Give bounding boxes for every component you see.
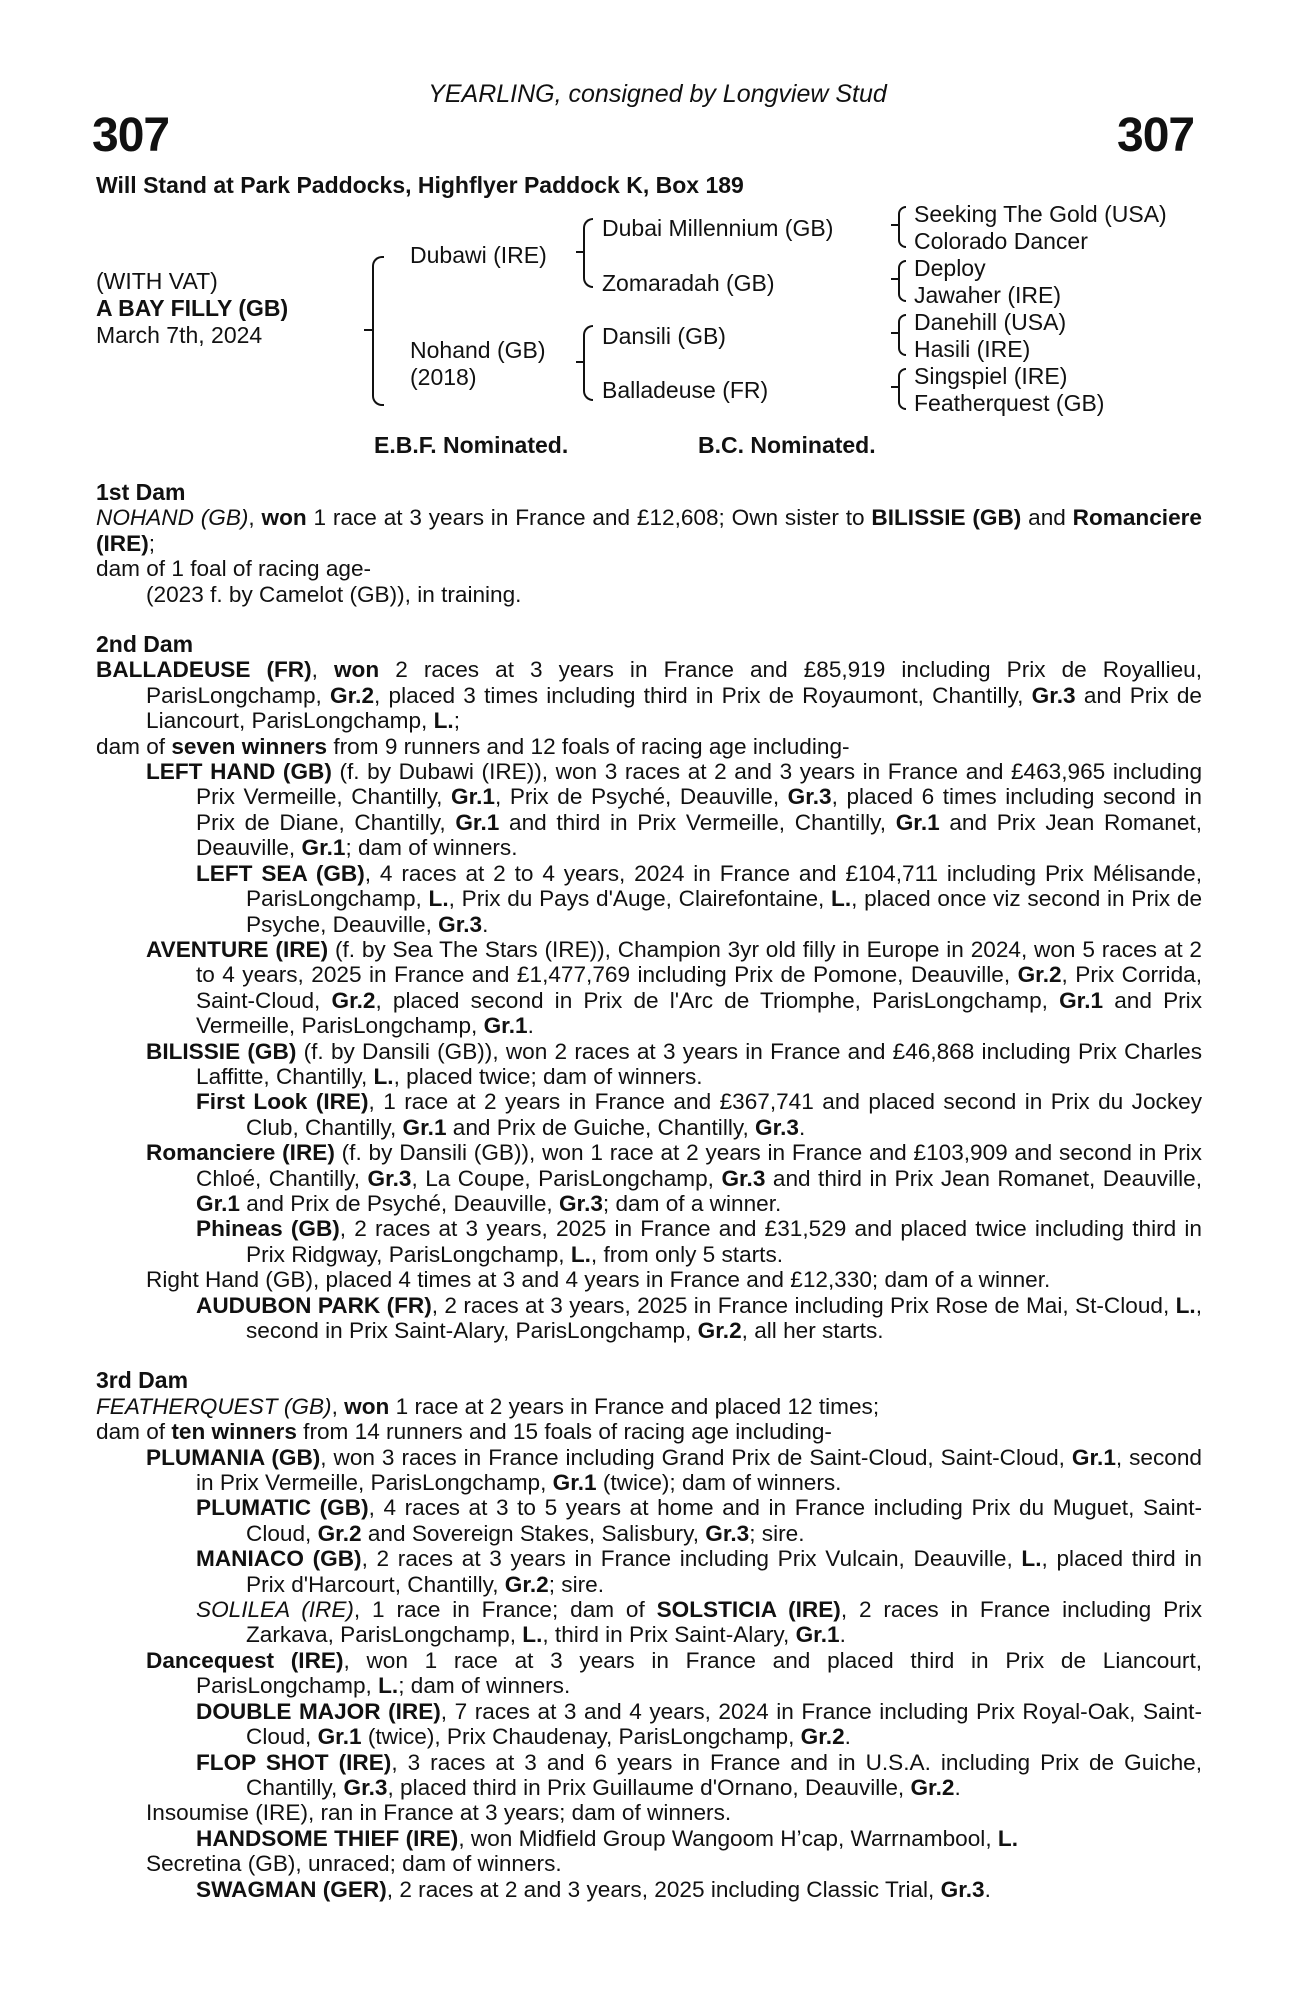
second-dam-record: BALLADEUSE (FR), won 2 races at 3 years in France and £85,919 including Prix de Royallieu, ParisLongchamp, Gr.2, placed 3 times including third in Prix de Royaumont, Chantilly, Gr.3 and Prix de Liancourt, ParisLongchamp, L.; — [96, 657, 1203, 734]
progeny-left-hand — [146, 759, 1202, 861]
grade: Gr.1 — [451, 784, 495, 810]
ancestor-6: Hasili (IRE) — [914, 336, 1031, 362]
text: , won Midfield Group Wangoom H’cap, Warrnambool, — [458, 1825, 998, 1851]
pedigree-brace-sire-tip — [576, 251, 584, 253]
won-label: won — [261, 505, 307, 531]
sire: Dubawi (IRE) — [410, 242, 547, 268]
grade: Gr.3 — [705, 1520, 750, 1546]
text: . — [984, 1876, 991, 1902]
progeny-aventure — [146, 937, 1202, 1039]
progeny-name: First Look (IRE) — [196, 1089, 369, 1115]
grade: Gr.3 — [558, 1190, 603, 1216]
grade: L. — [831, 886, 852, 912]
text: and third in Prix Jean Romanet, Deauville, — [765, 1165, 1202, 1191]
grade: Gr.2 — [330, 682, 375, 708]
grade: Gr.1 — [301, 835, 346, 861]
text: , placed third in Prix d'Harcourt, Chantilly, — [246, 1546, 1202, 1597]
pedigree-brace-g4 — [898, 368, 906, 410]
text: . — [799, 1114, 806, 1140]
first-dam-name: NOHAND (GB) — [96, 505, 249, 531]
pedigree-brace-g2-tip — [891, 278, 899, 280]
grade: Gr.1 — [1059, 987, 1104, 1013]
lot-number-left: 307 — [92, 109, 170, 162]
grade: L. — [378, 1673, 399, 1699]
won-label: won — [333, 657, 380, 683]
text: , La Coupe, ParisLongchamp, — [411, 1165, 722, 1191]
progeny-left-sea — [196, 861, 1202, 937]
text: (f. by Dansili (GB)), won 1 race at 2 years in France and £103,909 and second in Prix Chloé, Chantilly, — [196, 1140, 1202, 1191]
pedigree-brace-g3-tip — [891, 332, 899, 334]
progeny-name: AUDUBON PARK (FR) — [196, 1292, 432, 1318]
text: . — [527, 1013, 534, 1039]
progeny-name: SOLILEA (IRE) — [196, 1597, 354, 1623]
progeny-dancequest — [146, 1648, 1202, 1699]
grade: Gr.2 — [800, 1724, 845, 1750]
ancestor-8: Featherquest (GB) — [914, 390, 1105, 416]
text: ; — [453, 708, 460, 734]
pedigree-brace-g4-tip — [891, 386, 899, 388]
progeny-phineas — [196, 1216, 1202, 1267]
text: ; dam of winners. — [345, 835, 518, 861]
text: , placed third in Prix Guillaume d'Ornano, Deauville, — [387, 1774, 911, 1800]
progeny-insoumise: Insoumise (IRE), ran in France at 3 years; dam of winners. — [146, 1800, 732, 1826]
grade: Gr.3 — [940, 1876, 985, 1902]
progeny-name: MANIACO (GB) — [196, 1546, 362, 1572]
pedigree-brace-dam — [583, 325, 593, 401]
text: , third in Prix Saint-Alary, — [542, 1622, 796, 1648]
text: , Prix du Pays d'Auge, Clairefontaine, — [448, 886, 832, 912]
text: , 2 races at 2 and 3 years, 2025 including Classic Trial, — [386, 1876, 941, 1902]
progeny-name: LEFT HAND (GB) — [146, 759, 332, 785]
ancestor-7: Singspiel (IRE) — [914, 363, 1068, 389]
progeny-name: HANDSOME THIEF (IRE) — [196, 1825, 459, 1851]
second-dam-dam-of — [96, 734, 1202, 759]
progeny-name: AVENTURE (IRE) — [146, 936, 329, 962]
text: and Prix Vermeille, ParisLongchamp, — [196, 987, 1202, 1039]
pedigree-brace-g1 — [898, 206, 906, 248]
text: ; sire. — [548, 1571, 604, 1597]
third-dam-record: FEATHERQUEST (GB), won 1 race at 2 years in France and placed 12 times; — [96, 1393, 880, 1419]
pedigree-brace-main — [372, 256, 384, 406]
sister-name: BILISSIE (GB) — [871, 505, 1022, 531]
pedigree-brace-g2 — [898, 260, 906, 302]
catalogue-body — [96, 480, 1202, 1927]
grade: L. — [1175, 1292, 1196, 1318]
text: , placed 6 times including second in Prix de Diane, Chantilly, — [196, 784, 1202, 835]
text: (twice); dam of winners. — [596, 1470, 842, 1496]
text: , 2 races in France including Prix Zarkava, ParisLongchamp, — [246, 1597, 1203, 1648]
lot-number-right: 307 — [1117, 109, 1195, 162]
progeny-name: BILISSIE (GB) — [146, 1038, 297, 1064]
grade: Gr.2 — [504, 1571, 549, 1597]
ebf-nomination: E.B.F. Nominated. — [374, 432, 569, 458]
sister-name: Romanciere (IRE) — [96, 505, 1202, 556]
text: , placed once viz second in Prix de Psyche, Deauville, — [246, 886, 1203, 937]
text: , won 1 race at 3 years in France and placed third in Prix de Liancourt, ParisLongchamp, — [196, 1647, 1202, 1699]
ancestor-1: Seeking The Gold (USA) — [914, 201, 1167, 227]
progeny-solilea — [196, 1597, 1202, 1648]
text: , from only 5 starts. — [590, 1241, 784, 1267]
text: , won 3 races in France including Grand Prix de Saint-Cloud, Saint-Cloud, — [320, 1444, 1072, 1470]
grade: Gr.1 — [895, 809, 940, 835]
text: , 2 races at 3 years, 2025 in France including Prix Rose de Mai, St-Cloud, — [431, 1292, 1176, 1318]
progeny-bilissie — [146, 1039, 1202, 1090]
third-dam-name: FEATHERQUEST (GB) — [96, 1393, 332, 1419]
text: , 1 race in France; dam of — [353, 1597, 657, 1623]
progeny-secretina: Secretina (GB), unraced; dam of winners. — [146, 1851, 562, 1877]
progeny-maniaco — [196, 1546, 1202, 1597]
grade: Gr.1 — [1071, 1444, 1116, 1470]
progeny-name: PLUMANIA (GB) — [146, 1444, 321, 1470]
grade: L. — [428, 886, 449, 912]
grade: L. — [1021, 1546, 1042, 1572]
third-dam-dam-of — [96, 1419, 1202, 1444]
grade: Gr.1 — [402, 1114, 447, 1140]
pedigree-brace-g3 — [898, 314, 906, 356]
text: , all her starts. — [741, 1318, 884, 1343]
text: from 14 runners and 15 foals of racing age including- — [296, 1419, 832, 1445]
text: (f. by Sea The Stars (IRE)), Champion 3yr old filly in Europe in 2024, won 5 races at 2 to 4 years, 2025 in France and £1,477,769 including Prix de Pomone, Deauville, — [196, 936, 1202, 988]
text: (twice), Prix Chaudenay, ParisLongchamp, — [361, 1724, 801, 1750]
progeny-right-hand: Right Hand (GB), placed 4 times at 3 and 4 years in France and £12,330; dam of a winner. — [146, 1267, 1051, 1293]
text: dam of — [96, 733, 172, 759]
first-dam-record: NOHAND (GB), won 1 race at 3 years in France and £12,608; Own sister to BILISSIE (GB) and Romanciere (IRE); — [96, 505, 1202, 556]
grade: Gr.3 — [367, 1165, 412, 1191]
pedigree-brace-g1-tip — [891, 224, 899, 226]
text: (f. by Dansili (GB)), won 2 races at 3 years in France and £46,868 including Prix Charles Laffitte, Chantilly, — [196, 1038, 1203, 1089]
text: , 2 races at 3 years, 2025 in France and £31,529 and placed twice including third in Prix Ridgway, ParisLongchamp, — [246, 1216, 1202, 1267]
third-dam-section — [96, 1368, 1202, 1902]
sire-dam: Zomaradah (GB) — [602, 270, 775, 296]
text: , placed second in Prix de l'Arc de Triomphe, ParisLongchamp, — [375, 987, 1060, 1013]
grade: Gr.1 — [196, 1190, 240, 1216]
sire-sire: Dubai Millennium (GB) — [602, 215, 834, 241]
progeny-name: Romanciere (IRE) — [146, 1140, 335, 1166]
progeny-name: PLUMATIC (GB) — [196, 1495, 369, 1521]
progeny-plumania — [146, 1445, 1202, 1496]
grade: Gr.2 — [1017, 962, 1062, 988]
second-dam-name: BALLADEUSE (FR) — [96, 657, 312, 683]
winners-count: ten winners — [171, 1419, 297, 1445]
grade: Gr.2 — [317, 1520, 362, 1546]
text: ; dam of a winner. — [602, 1190, 782, 1216]
grade: Gr.1 — [455, 809, 500, 835]
text: and Prix de Liancourt, ParisLongchamp, — [146, 682, 1202, 734]
text: ; sire. — [749, 1520, 805, 1546]
text: , Prix Corrida, Saint-Cloud, — [196, 962, 1202, 1013]
text: (f. by Dubawi (IRE)), won 3 races at 2 and 3 years in France and £463,965 including Prix Vermeille, Chantilly, — [196, 759, 1203, 810]
text: , placed twice; dam of winners. — [393, 1063, 703, 1089]
pedigree-brace-dam-tip — [576, 361, 584, 363]
dam: Nohand (GB) — [410, 337, 546, 363]
grade: Gr.3 — [343, 1774, 388, 1800]
grade: Gr.2 — [910, 1774, 955, 1800]
grade: L. — [522, 1622, 543, 1648]
text: and Sovereign Stakes, Salisbury, — [361, 1520, 706, 1546]
grade: Gr.2 — [697, 1318, 742, 1343]
progeny-name: Phineas (GB) — [196, 1216, 340, 1242]
text: and Prix de Guiche, Chantilly, — [446, 1114, 756, 1140]
text: 2 races at 3 years in France and £85,919 including Prix de Royallieu, ParisLongchamp, — [146, 657, 1203, 708]
grade: Gr.3 — [787, 784, 832, 810]
text: . — [482, 911, 489, 937]
text: , 7 races at 3 and 4 years, 2024 in France including Prix Royal-Oak, Saint-Cloud, — [246, 1698, 1202, 1750]
grade: Gr.1 — [795, 1622, 840, 1648]
grade: L. — [373, 1063, 394, 1089]
text: . — [954, 1774, 961, 1800]
text: ; — [148, 530, 155, 556]
text: 1 race at 3 years in France and £12,608; Own sister to — [306, 505, 872, 531]
ancestor-3: Deploy — [914, 255, 986, 281]
text: and Prix Jean Romanet, Deauville, — [196, 809, 1202, 861]
pedigree-brace-main-tip — [364, 329, 372, 331]
text: . — [844, 1724, 851, 1750]
progeny-first-look — [196, 1089, 1202, 1140]
text: , 1 race at 2 years in France and £367,741 and placed second in Prix du Jockey Club, Chantilly, — [246, 1089, 1202, 1140]
text: , second in Prix Saint-Alary, ParisLongchamp, — [246, 1292, 1202, 1343]
text: , 4 races at 3 to 5 years at home and in France including Prix du Muguet, Saint-Cloud, — [246, 1495, 1202, 1546]
dam-year: (2018) — [410, 364, 477, 390]
consignor-line: YEARLING, consigned by Longview Stud — [428, 80, 887, 108]
stand-location: Will Stand at Park Paddocks, Highflyer Paddock K, Box 189 — [96, 172, 744, 198]
grade: Gr.1 — [317, 1724, 362, 1750]
grade: L. — [997, 1825, 1018, 1851]
first-dam-heading: 1st Dam — [96, 479, 186, 505]
grade: Gr.3 — [755, 1114, 799, 1140]
first-dam-section — [96, 480, 1202, 607]
text: , 4 races at 2 to 4 years, 2024 in France and £104,711 including Prix Mélisande, ParisLongchamp, — [246, 860, 1202, 912]
dam-sire: Dansili (GB) — [602, 323, 726, 349]
text: , Prix de Psyché, Deauville, — [494, 784, 788, 810]
text: , placed 3 times including third in Prix de Royaumont, Chantilly, — [374, 682, 1032, 708]
grade: L. — [433, 708, 454, 734]
text: . — [839, 1622, 846, 1648]
grade: Gr.1 — [483, 1013, 528, 1039]
text: dam of — [96, 1419, 172, 1445]
progeny-double-major — [196, 1699, 1202, 1750]
text: and Prix de Psyché, Deauville, — [239, 1190, 559, 1216]
ancestor-4: Jawaher (IRE) — [914, 282, 1061, 308]
bc-nomination: B.C. Nominated. — [698, 432, 876, 458]
text: , 2 races at 3 years in France including Prix Vulcain, Deauville, — [361, 1546, 1022, 1572]
progeny-plumatic — [196, 1495, 1202, 1546]
text: and — [1021, 505, 1073, 531]
text: ; dam of winners. — [398, 1673, 571, 1699]
second-dam-section — [96, 632, 1202, 1343]
grade: Gr.2 — [331, 987, 376, 1013]
grade: Gr.3 — [438, 911, 483, 937]
first-dam-dam-of: dam of 1 foal of racing age- — [96, 556, 372, 582]
progeny-swagman — [196, 1877, 1202, 1902]
second-dam-heading: 2nd Dam — [96, 631, 194, 658]
grade: Gr.1 — [552, 1470, 597, 1496]
text: , 3 races at 3 and 6 years in France and in U.S.A. including Prix de Guiche, Chantilly, — [246, 1749, 1202, 1800]
progeny-handsome-thief — [196, 1826, 1202, 1851]
vat-note: (WITH VAT) — [96, 268, 218, 294]
progeny-name: FLOP SHOT (IRE) — [196, 1749, 392, 1775]
pedigree-brace-sire — [583, 218, 593, 288]
text: 1 race at 2 years in France and placed 12 times; — [389, 1393, 880, 1419]
foaling-date: March 7th, 2024 — [96, 322, 263, 348]
ancestor-5: Danehill (USA) — [914, 309, 1067, 335]
progeny-name: SWAGMAN (GER) — [196, 1876, 387, 1902]
won-label: won — [344, 1393, 390, 1419]
progeny-name: LEFT SEA (GB) — [196, 860, 365, 886]
grade: Gr.3 — [1031, 682, 1076, 708]
ancestor-2: Colorado Dancer — [914, 228, 1088, 254]
first-dam-foal: (2023 f. by Camelot (GB)), in training. — [146, 581, 522, 607]
winners-count: seven winners — [171, 733, 328, 759]
grade: L. — [570, 1241, 591, 1267]
progeny-name: DOUBLE MAJOR (IRE) — [196, 1698, 441, 1724]
progeny-name: Dancequest (IRE) — [146, 1647, 344, 1673]
horse-name: A BAY FILLY (GB) — [96, 295, 289, 321]
progeny-audubon-park — [196, 1293, 1202, 1344]
text: , second in Prix Vermeille, ParisLongchamp, — [196, 1444, 1202, 1496]
text: from 9 runners and 12 foals of racing age including- — [327, 733, 850, 759]
progeny-romanciere — [146, 1140, 1202, 1216]
progeny-flop-shot — [196, 1750, 1202, 1801]
dam-dam: Balladeuse (FR) — [602, 377, 769, 403]
text: and third in Prix Vermeille, Chantilly, — [499, 809, 896, 835]
grade: Gr.3 — [721, 1165, 766, 1191]
progeny-name: SOLSTICIA (IRE) — [656, 1597, 841, 1623]
third-dam-heading: 3rd Dam — [96, 1367, 189, 1394]
